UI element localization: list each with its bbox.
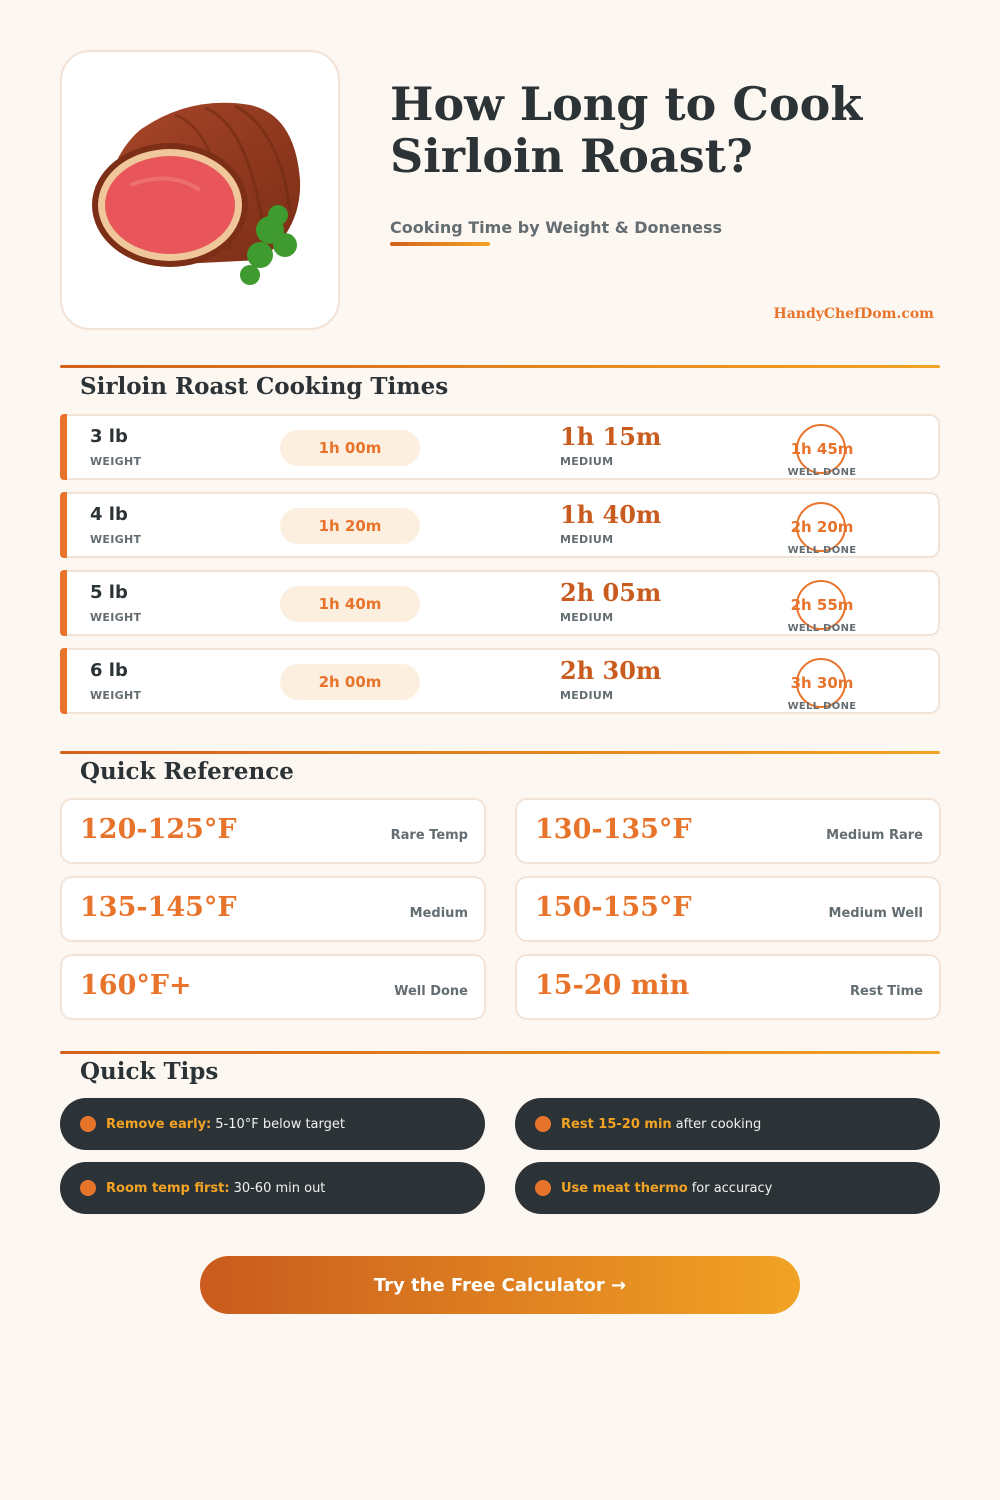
table-row — [60, 414, 940, 480]
section-title-cooking-times: Sirloin Roast Cooking Times — [80, 373, 449, 400]
bullet-dot-icon — [535, 1180, 551, 1196]
free-calculator-button[interactable]: Try the Free Calculator → — [200, 1256, 800, 1314]
tip-item — [60, 1098, 485, 1150]
reference-value: 135-145°F — [80, 892, 237, 923]
well-done-label: WELL DONE — [787, 701, 857, 712]
weight-value: 4 lb — [90, 504, 128, 525]
hero-image-card — [60, 50, 340, 330]
rare-time-pill: 1h 40m — [280, 586, 420, 622]
roast-beef-icon — [80, 90, 320, 290]
section-divider — [60, 1051, 940, 1054]
bullet-dot-icon — [535, 1116, 551, 1132]
tip-item — [60, 1162, 485, 1214]
tip-text: for accuracy — [691, 1180, 773, 1196]
reference-card — [515, 876, 941, 942]
reference-card — [515, 954, 941, 1020]
page-title — [390, 78, 950, 182]
section-divider — [60, 751, 940, 754]
title-line-1: How Long to Cook — [390, 77, 863, 131]
section-divider — [60, 365, 940, 368]
reference-value: 150-155°F — [535, 892, 692, 923]
well-done-time: 2h 55m — [790, 596, 854, 614]
reference-label: Medium Well — [828, 906, 923, 921]
medium-time: 2h 30m — [560, 656, 662, 685]
subtitle-underline — [390, 242, 490, 246]
tip-highlight: Room temp first: — [106, 1180, 230, 1196]
tip-item — [515, 1162, 940, 1214]
table-row — [60, 648, 940, 714]
well-done-label: WELL DONE — [787, 467, 857, 478]
reference-label: Rest Time — [850, 984, 923, 999]
reference-label: Well Done — [394, 984, 468, 999]
bullet-dot-icon — [80, 1180, 96, 1196]
title-line-2: Sirloin Roast? — [390, 129, 753, 183]
medium-time: 2h 05m — [560, 578, 662, 607]
table-row — [60, 570, 940, 636]
medium-label: MEDIUM — [560, 533, 614, 546]
medium-time: 1h 40m — [560, 500, 662, 529]
weight-value: 6 lb — [90, 660, 128, 681]
weight-label: WEIGHT — [90, 533, 142, 546]
rare-time-pill: 1h 00m — [280, 430, 420, 466]
reference-value: 130-135°F — [535, 814, 692, 845]
reference-card — [60, 876, 486, 942]
reference-label: Rare Temp — [390, 828, 468, 843]
well-done-label: WELL DONE — [787, 545, 857, 556]
reference-card — [515, 798, 941, 864]
bullet-dot-icon — [80, 1116, 96, 1132]
weight-label: WEIGHT — [90, 455, 142, 468]
tip-text: 5-10°F below target — [215, 1116, 345, 1132]
tip-text: 30-60 min out — [233, 1180, 326, 1196]
reference-label: Medium Rare — [826, 828, 923, 843]
rare-time-pill: 2h 00m — [280, 664, 420, 700]
reference-card — [60, 798, 486, 864]
well-done-time: 2h 20m — [790, 518, 854, 536]
subtitle: Cooking Time by Weight & Doneness — [390, 218, 723, 237]
tip-highlight: Use meat thermo — [561, 1180, 688, 1196]
section-title-quick-tips: Quick Tips — [80, 1058, 219, 1085]
reference-label: Medium — [409, 906, 468, 921]
table-row — [60, 492, 940, 558]
weight-label: WEIGHT — [90, 689, 142, 702]
section-title-quick-reference: Quick Reference — [80, 758, 294, 785]
rare-time-pill: 1h 20m — [280, 508, 420, 544]
weight-value: 3 lb — [90, 426, 128, 447]
tip-item — [515, 1098, 940, 1150]
reference-card — [60, 954, 486, 1020]
reference-value: 160°F+ — [80, 970, 192, 1001]
weight-label: WEIGHT — [90, 611, 142, 624]
well-done-time: 1h 45m — [790, 440, 854, 458]
reference-value: 120-125°F — [80, 814, 237, 845]
tip-text: after cooking — [675, 1116, 762, 1132]
tip-highlight: Rest 15-20 min — [561, 1116, 672, 1132]
reference-value: 15-20 min — [535, 970, 690, 1001]
weight-value: 5 lb — [90, 582, 128, 603]
brand-link[interactable]: HandyChefDom.com — [773, 306, 934, 322]
medium-label: MEDIUM — [560, 455, 614, 468]
medium-label: MEDIUM — [560, 689, 614, 702]
well-done-time: 3h 30m — [790, 674, 854, 692]
medium-label: MEDIUM — [560, 611, 614, 624]
medium-time: 1h 15m — [560, 422, 662, 451]
tip-highlight: Remove early: — [106, 1116, 212, 1132]
well-done-label: WELL DONE — [787, 623, 857, 634]
